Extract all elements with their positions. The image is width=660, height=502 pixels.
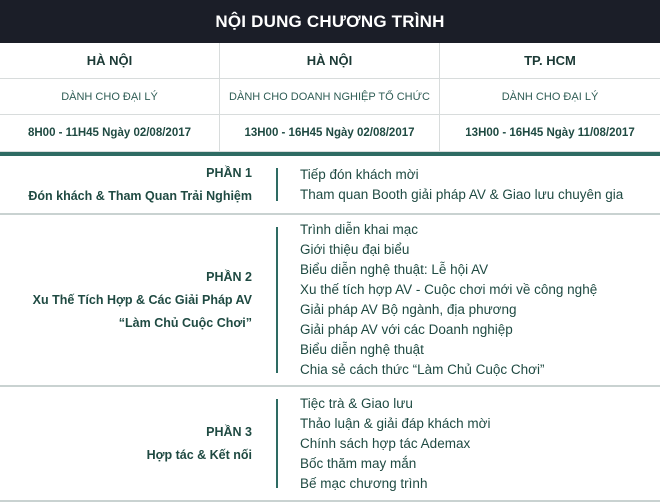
list-item: Trình diễn khai mạc [300,222,419,237]
page-title: NỘI DUNG CHƯƠNG TRÌNH [0,0,660,43]
audience-3: DÀNH CHO ĐẠI LÝ [440,79,660,115]
list-item: Chia sẻ cách thức “Làm Chủ Cuộc Chơi” [300,362,545,377]
vertical-divider [276,399,278,488]
time-2: 13H00 - 16H45 Ngày 02/08/2017 [220,115,440,152]
program-sections [0,156,660,502]
schedule-grid [0,43,660,152]
audience-1: DÀNH CHO ĐẠI LÝ [0,79,220,115]
section-2 [0,215,660,387]
list-item: Bốc thăm may mắn [300,455,417,471]
part-label: PHẦN 2 [206,269,252,284]
list-item: Tham quan Booth giải pháp AV & Giao lưu chuyên gia [300,186,624,202]
vertical-divider [276,168,278,201]
part-name: Hợp tác & Kết nối [146,447,252,462]
list-item: Xu thế tích hợp AV - Cuộc chơi mới về công nghệ [300,282,598,297]
list-item: Giải pháp AV với các Doanh nghiệp [300,322,513,337]
list-item: Giải pháp AV Bộ ngành, địa phương [300,302,517,317]
section-heading [0,215,276,385]
part-name: “Làm Chủ Cuộc Chơi” [118,315,252,330]
list-item: Bế mạc chương trình [300,475,428,491]
vertical-divider [276,227,278,373]
list-item: Thảo luận & giải đáp khách mời [300,415,491,431]
city-3: TP. HCM [440,43,660,79]
list-item: Tiệc trà & Giao lưu [300,395,413,411]
part-label: PHẦN 1 [206,165,252,180]
time-3: 13H00 - 16H45 Ngày 11/08/2017 [440,115,660,152]
section-3 [0,387,660,502]
list-item: Giới thiệu đại biểu [300,242,410,257]
section-1 [0,156,660,215]
list-item: Biểu diễn nghệ thuật [300,342,424,357]
city-2: HÀ NỘI [220,43,440,79]
section-heading [0,156,276,213]
part-name: Xu Thế Tích Hợp & Các Giải Pháp AV [32,292,252,307]
item-list [276,387,490,500]
city-1: HÀ NỘI [0,43,220,79]
section-heading [0,387,276,500]
list-item: Biểu diễn nghệ thuật: Lễ hội AV [300,262,489,277]
list-item: Tiếp đón khách mời [300,166,419,182]
part-name: Đón khách & Tham Quan Trải Nghiệm [28,188,252,203]
time-1: 8H00 - 11H45 Ngày 02/08/2017 [0,115,220,152]
item-list [276,156,623,213]
list-item: Chính sách hợp tác Ademax [300,435,471,451]
part-label: PHẦN 3 [206,424,252,439]
audience-2: DÀNH CHO DOANH NGHIỆP TỔ CHỨC [220,79,440,115]
item-list [276,215,597,385]
